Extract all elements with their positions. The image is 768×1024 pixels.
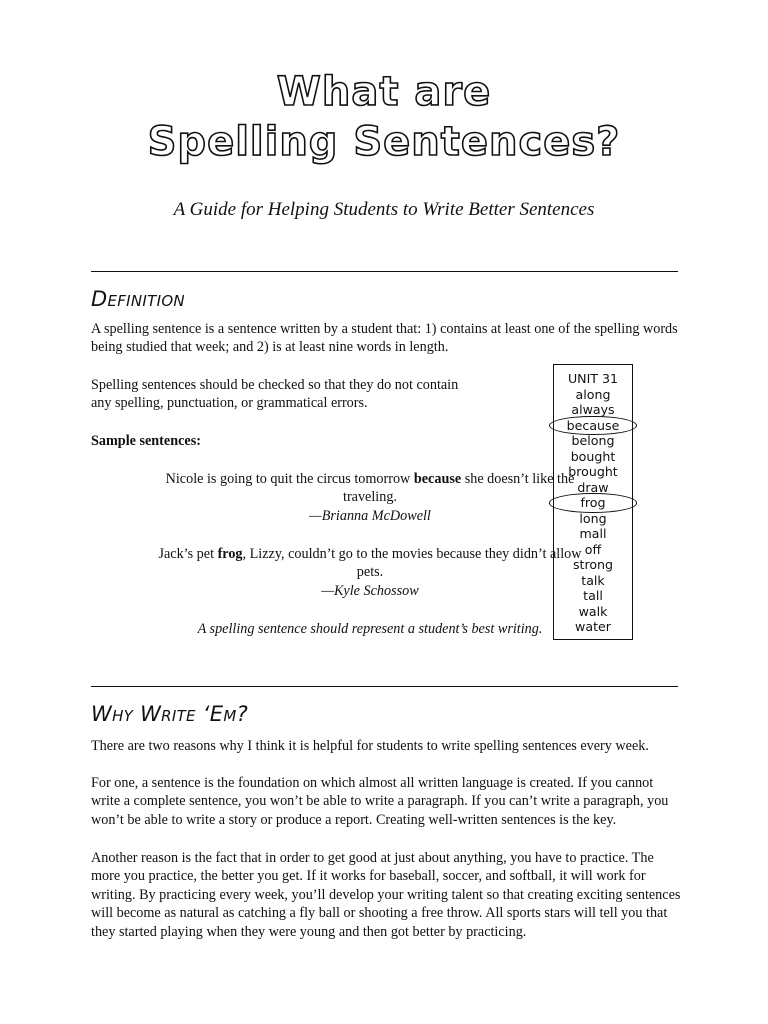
word-list-item: brought — [568, 464, 618, 479]
word-list-item: draw — [577, 479, 609, 495]
word-list-item-circled: because — [554, 418, 632, 434]
why-paragraph-3: Another reason is the fact that in order to get good at just about anything, you have to practice. The more you practice, the better you get. If it works for baseball, soccer, and softball, it will work for writing. By practicing every week, you’ll develop your writing talent so that creating exciting sentences will become as natural as catching a fly ball or shooting a free throw. All sports stars will tell you that they started playing when they were young and then got better by practicing. — [91, 850, 681, 940]
why-paragraph-1: There are two reasons why I think it is helpful for students to write spelling sentences every week. — [91, 738, 649, 754]
word-list-unit: UNIT 31 — [567, 371, 619, 386]
spelling-word-list — [553, 364, 633, 640]
divider-top — [91, 271, 678, 272]
checking-paragraph: Spelling sentences should be checked so that they do not contain any spelling, punctuation, or grammatical errors. — [91, 377, 459, 412]
sample-2-text-before: Jack’s pet — [158, 546, 218, 562]
title-line-2: Spelling Sentences? — [147, 119, 621, 165]
word-list-item: bought — [570, 448, 616, 464]
title-line-1: What are — [276, 69, 492, 115]
sample-sentence-2 — [150, 545, 590, 600]
definition-paragraph: A spelling sentence is a sentence written by a student that: 1) contains at least one of the spelling words being studied that week; and 2) is at least nine words in length. — [91, 321, 678, 356]
word-list-item: mall — [579, 526, 607, 541]
word-list-item: tall — [583, 588, 603, 603]
sample-1-text-before: Nicole is going to quit the circus tomorrow — [165, 471, 414, 487]
sample-2-author: —Kyle Schossow — [321, 582, 419, 599]
subtitle: A Guide for Helping Students to Write Better Sentences — [173, 199, 595, 220]
word-list-item: long — [579, 510, 607, 526]
sample-1-author: —Brianna McDowell — [309, 507, 431, 524]
word-list-item: water — [575, 619, 611, 634]
word-list-item: off — [584, 541, 602, 557]
divider-middle — [91, 686, 678, 687]
sample-2-text-after: , Lizzy, couldn’t go to the movies because they didn’t allow pets. — [242, 546, 582, 581]
word-list-item: strong — [572, 557, 614, 572]
best-writing-note: A spelling sentence should represent a student’s best writing. — [197, 621, 543, 637]
word-list-item: along — [575, 386, 611, 402]
sample-1-text-after: she doesn’t like the traveling. — [343, 471, 575, 506]
word-list-item: belong — [571, 433, 615, 448]
word-list-item: walk — [578, 603, 608, 619]
sample-sentences-label: Sample sentences: — [91, 433, 201, 449]
sample-2-spelling-word: frog — [217, 546, 243, 562]
sample-1-spelling-word: because — [413, 471, 462, 487]
why-heading: Why Write ‘Em? — [91, 702, 249, 726]
why-paragraph-2: For one, a sentence is the foundation on which almost all written language is created. If you cannot write a complete sentence, you won’t be able to write a paragraph. If you can’t write a paragraph, you won’t be able to write a story or produce a report. Creating well-written sentences is the key. — [91, 775, 669, 828]
sample-sentence-1 — [150, 470, 590, 525]
word-list-item: always — [571, 402, 615, 417]
word-list-item: talk — [581, 572, 605, 588]
word-list-item-circled: frog — [554, 495, 632, 511]
definition-heading: Definition — [91, 287, 185, 311]
